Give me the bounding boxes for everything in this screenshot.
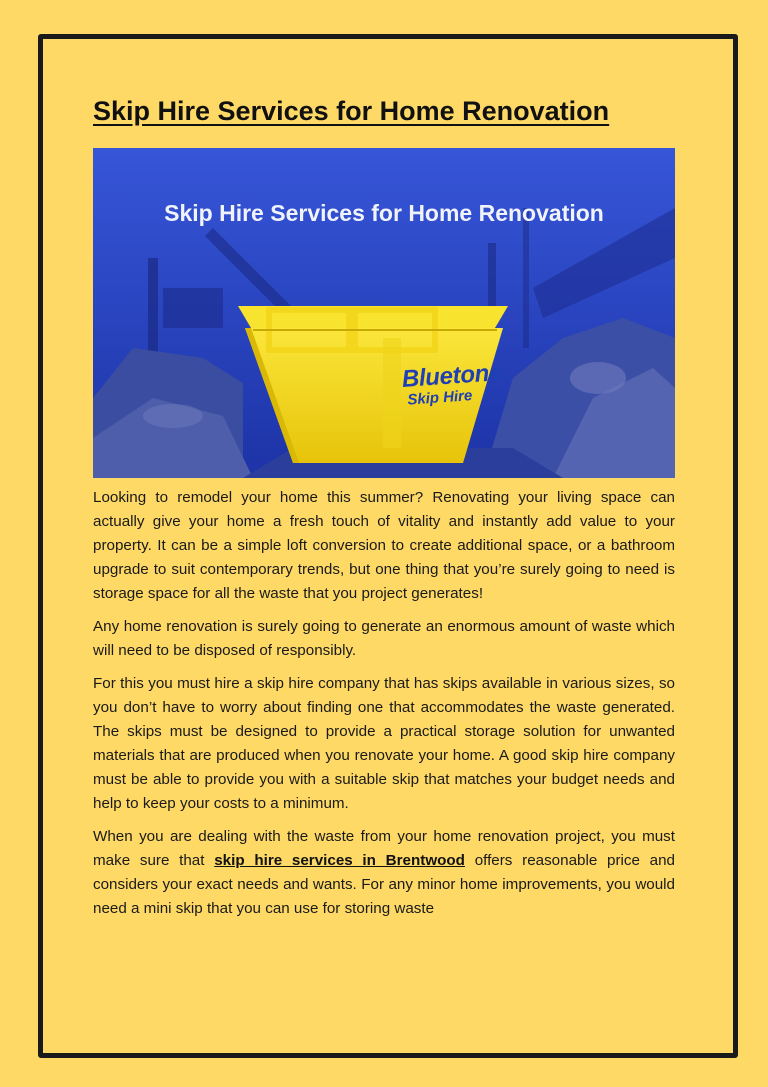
paragraph-3: For this you must hire a skip hire company that has skips available in various sizes, so you don’t have to worry about finding one that accommodates the waste generated. The skips must be designed to provide a practical storage solution for unwanted materials that are produced when you renovate your home. A good skip hire company must be able to provide you with a suitable skip that matches your budget needs and help to keep your costs to a minimum.	[93, 675, 675, 812]
brand-subtitle: Skip Hire	[406, 387, 473, 409]
article-body	[93, 486, 675, 930]
paragraph-1: Looking to remodel your home this summer? Renovating your living space can actually give your home a fresh touch of vitality and instantly add value to your property. It can be a simple loft conversion to create additional space, or a bathroom upgrade to suit contemporary trends, but one thing that you’re surely going to need is storage space for all the waste that you project generates!	[93, 489, 675, 602]
hero-illustration	[93, 148, 675, 478]
brand-name: Bluetone	[401, 359, 503, 393]
paragraph-4-end: offers reasonable price and considers your exact needs and wants. For any minor home improvements, you would need a mini skip that you can use for storing waste	[93, 852, 675, 917]
brand-logo	[401, 359, 504, 409]
hero-title: Skip Hire Services for Home Renovation	[164, 200, 604, 226]
paragraph-4	[93, 825, 675, 921]
page-title: Skip Hire Services for Home Renovation	[93, 96, 610, 126]
paragraph-2: Any home renovation is surely going to generate an enormous amount of waste which will need to be disposed of responsibly.	[93, 618, 675, 659]
paragraph-4-start: When you are dealing with the waste from your home renovation project, you must make sure that	[93, 828, 675, 869]
hero-image	[93, 148, 675, 478]
brentwood-skip-hire-link[interactable]: skip hire services in Brentwood	[214, 852, 465, 869]
